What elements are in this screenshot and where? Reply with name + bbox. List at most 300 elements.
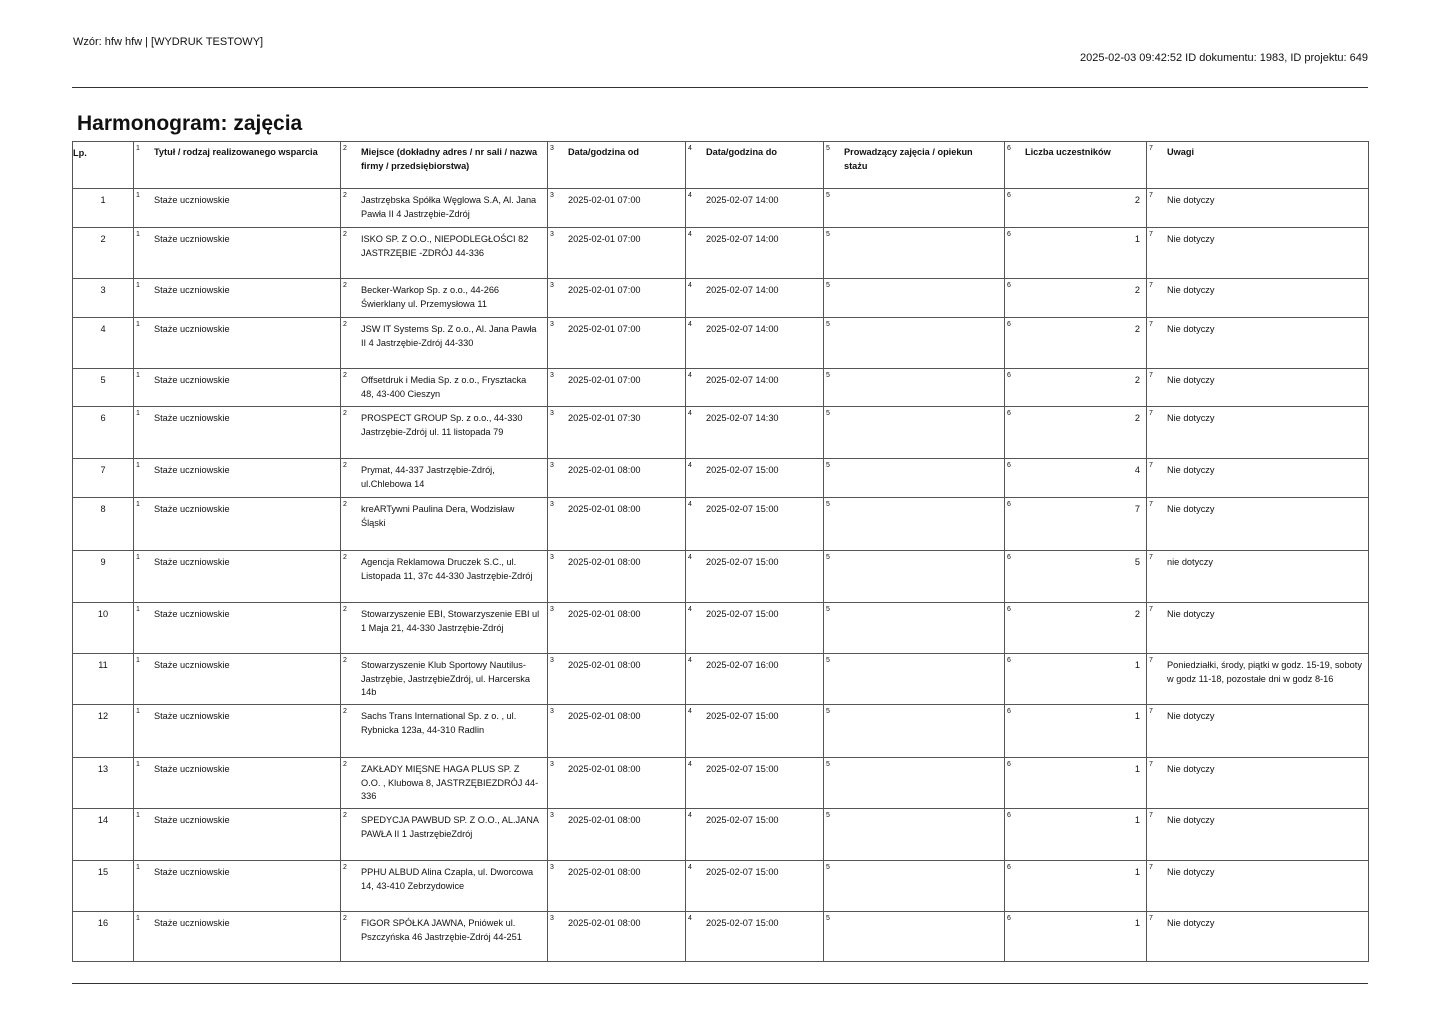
column-number: 7 [1149,915,1153,922]
instructor-cell [824,809,1005,861]
column-number: 4 [688,657,692,664]
column-number: 7 [1149,554,1153,561]
cell-value: 4 [100,324,106,334]
date-to-cell [686,551,824,603]
column-number: 4 [688,864,692,871]
support-type-cell [134,654,341,705]
column-number: 6 [1007,501,1011,508]
column-number: 7 [1149,462,1153,469]
date-to-cell [686,705,824,758]
column-number: 7 [1149,708,1153,715]
instructor-cell [824,705,1005,758]
row-number-cell [73,279,134,318]
cell-value [824,551,1004,556]
column-number: 4 [688,812,692,819]
row-number-cell [73,498,134,551]
column-number: 7 [1149,410,1153,417]
support-type-cell [134,279,341,318]
column-number: 4 [688,231,692,238]
column-number: 1 [136,554,140,561]
row-number-cell [73,318,134,369]
column-number: 4 [688,462,692,469]
column-header [686,142,824,189]
table-row [73,705,1369,758]
cell-value [824,318,1004,323]
date-to-cell [686,318,824,369]
column-number: 7 [1149,372,1153,379]
column-number: 2 [343,282,347,289]
cell-value: Nie dotyczy [1167,195,1215,205]
column-number: 7 [1149,812,1153,819]
instructor-cell [824,498,1005,551]
location-cell [341,912,548,962]
cell-value: Staże uczniowskie [154,660,230,670]
cell-value: 2025-02-07 14:00 [706,234,779,244]
cell-value [824,758,1004,763]
column-number: 3 [550,192,554,199]
participant-count-cell [1005,459,1147,498]
cell-value: Staże uczniowskie [154,195,230,205]
cell-value: 2025-02-07 15:00 [706,918,779,928]
row-number-cell [73,809,134,861]
instructor-cell [824,279,1005,318]
cell-value: Staże uczniowskie [154,711,230,721]
cell-value: 8 [100,504,106,514]
support-type-cell [134,407,341,459]
column-number: 7 [1149,282,1153,289]
cell-value [824,498,1004,503]
cell-value [824,459,1004,464]
column-number: 5 [826,231,830,238]
cell-value: Becker-Warkop Sp. z o.o., 44-266 Świerklany ul. Przemysłowa 11 [361,285,500,309]
participant-count-cell [1005,809,1147,861]
notes-cell [1147,498,1369,551]
location-cell [341,407,548,459]
column-number: 5 [826,812,830,819]
cell-value: 2025-02-01 07:00 [568,285,641,295]
participant-count-cell [1005,228,1147,279]
column-number: 1 [136,372,140,379]
date-from-cell [548,758,686,809]
cell-value: 1 [1134,764,1140,774]
cell-value: 1 [1134,815,1140,825]
date-from-cell [548,912,686,962]
cell-value: 2 [1134,375,1140,385]
row-number-cell [73,459,134,498]
location-cell [341,861,548,912]
cell-value: 3 [100,285,106,295]
instructor-cell [824,551,1005,603]
date-to-cell [686,369,824,407]
date-to-cell [686,758,824,809]
cell-value: 2025-02-07 15:00 [706,609,779,619]
column-number: 7 [1149,501,1153,508]
cell-value: Nie dotyczy [1167,918,1215,928]
column-number: 2 [343,145,347,152]
column-number: 7 [1149,864,1153,871]
column-number: 7 [1149,192,1153,199]
column-number: 2 [343,462,347,469]
column-number: 6 [1007,812,1011,819]
column-number: 6 [1007,192,1011,199]
date-from-cell [548,318,686,369]
cell-value: 2 [1134,609,1140,619]
column-header [73,142,134,189]
instructor-cell [824,603,1005,654]
instructor-cell [824,407,1005,459]
cell-value: PPHU ALBUD Alina Czapla, ul. Dworcowa 14, 43-410 Zebrzydowice [361,867,534,891]
column-number: 5 [826,708,830,715]
cell-value: 2 [1134,324,1140,334]
cell-value [824,603,1004,608]
column-number: 1 [136,282,140,289]
column-number: 2 [343,501,347,508]
cell-value: Offsetdruk i Media Sp. z o.o., Frysztacka 48, 43-400 Cieszyn [361,375,527,399]
column-number: 4 [688,145,692,152]
cell-value: 16 [97,918,109,928]
location-cell [341,758,548,809]
cell-value: 2 [1134,195,1140,205]
cell-value: 13 [97,764,109,774]
row-number-cell [73,912,134,962]
cell-value [824,654,1004,659]
cell-value [824,369,1004,374]
column-number: 3 [550,145,554,152]
cell-value: 2025-02-07 15:00 [706,557,779,567]
row-number-cell [73,603,134,654]
table-row [73,498,1369,551]
cell-value: Staże uczniowskie [154,918,230,928]
cell-value: 2 [1134,285,1140,295]
column-number: 2 [343,231,347,238]
cell-value: 2025-02-07 14:00 [706,285,779,295]
column-number: 5 [826,145,830,152]
participant-count-cell [1005,861,1147,912]
instructor-cell [824,228,1005,279]
instructor-cell [824,912,1005,962]
date-to-cell [686,228,824,279]
column-number: 4 [688,915,692,922]
cell-value [824,861,1004,866]
table-row [73,228,1369,279]
column-number: 1 [136,761,140,768]
top-rule [72,87,1368,88]
cell-value: Staże uczniowskie [154,375,230,385]
notes-cell [1147,228,1369,279]
column-number: 4 [688,761,692,768]
cell-value: 2025-02-01 08:00 [568,609,641,619]
participant-count-cell [1005,654,1147,705]
table-row [73,551,1369,603]
table-row [73,654,1369,705]
location-cell [341,318,548,369]
column-number: 2 [343,761,347,768]
column-label: Data/godzina do [706,147,777,157]
instructor-cell [824,189,1005,228]
cell-value: Nie dotyczy [1167,609,1215,619]
table-header-row [73,142,1369,189]
date-from-cell [548,459,686,498]
column-number: 3 [550,864,554,871]
location-cell [341,705,548,758]
notes-cell [1147,758,1369,809]
column-number: 4 [688,321,692,328]
participant-count-cell [1005,369,1147,407]
date-from-cell [548,279,686,318]
location-cell [341,228,548,279]
column-number: 1 [136,657,140,664]
column-number: 6 [1007,864,1011,871]
notes-cell [1147,603,1369,654]
date-to-cell [686,861,824,912]
location-cell [341,654,548,705]
column-number: 4 [688,410,692,417]
table-row [73,279,1369,318]
column-number: 6 [1007,321,1011,328]
cell-value: 2 [100,234,106,244]
column-number: 5 [826,761,830,768]
column-number: 3 [550,554,554,561]
instructor-cell [824,861,1005,912]
cell-value: ISKO SP. Z O.O., NIEPODLEGŁOŚCI 82 JASTRZĘBIE -ZDRÓJ 44-336 [361,234,529,258]
column-number: 1 [136,501,140,508]
cell-value: Nie dotyczy [1167,764,1215,774]
column-number: 1 [136,864,140,871]
cell-value: 2025-02-07 14:30 [706,413,779,423]
column-number: 4 [688,282,692,289]
column-number: 6 [1007,657,1011,664]
date-from-cell [548,603,686,654]
column-number: 4 [688,554,692,561]
cell-value: 4 [1134,465,1140,475]
participant-count-cell [1005,603,1147,654]
column-number: 4 [688,372,692,379]
cell-value: 2025-02-07 15:00 [706,465,779,475]
cell-value: 10 [97,609,109,619]
column-number: 2 [343,657,347,664]
cell-value: 2025-02-01 08:00 [568,918,641,928]
cell-value: Staże uczniowskie [154,504,230,514]
cell-value: Nie dotyczy [1167,324,1215,334]
column-number: 1 [136,462,140,469]
page-title: Harmonogram: zajęcia [77,112,303,135]
row-number-cell [73,861,134,912]
column-number: 5 [826,321,830,328]
instructor-cell [824,369,1005,407]
column-number: 4 [688,192,692,199]
column-number: 5 [826,657,830,664]
cell-value: Staże uczniowskie [154,324,230,334]
cell-value: Staże uczniowskie [154,609,230,619]
column-number: 6 [1007,606,1011,613]
participant-count-cell [1005,407,1147,459]
column-number: 2 [343,554,347,561]
support-type-cell [134,228,341,279]
date-to-cell [686,407,824,459]
support-type-cell [134,912,341,962]
date-from-cell [548,809,686,861]
participant-count-cell [1005,189,1147,228]
cell-value: Staże uczniowskie [154,867,230,877]
support-type-cell [134,861,341,912]
table-row [73,318,1369,369]
cell-value: Nie dotyczy [1167,413,1215,423]
cell-value: 2025-02-07 14:00 [706,375,779,385]
cell-value: 2025-02-01 08:00 [568,660,641,670]
column-number: 1 [136,812,140,819]
cell-value: 14 [97,815,109,825]
column-number: 5 [826,864,830,871]
table-row [73,407,1369,459]
support-type-cell [134,551,341,603]
column-number: 5 [826,554,830,561]
column-number: 5 [826,606,830,613]
cell-value: Nie dotyczy [1167,867,1215,877]
notes-cell [1147,654,1369,705]
cell-value: 2025-02-01 07:30 [568,413,641,423]
date-to-cell [686,912,824,962]
column-number: 2 [343,372,347,379]
cell-value [824,705,1004,710]
column-number: 6 [1007,708,1011,715]
column-number: 5 [826,282,830,289]
notes-cell [1147,189,1369,228]
date-to-cell [686,279,824,318]
cell-value: Staże uczniowskie [154,234,230,244]
cell-value: 2025-02-01 08:00 [568,557,641,567]
cell-value [824,279,1004,284]
column-number: 4 [688,501,692,508]
cell-value: 2025-02-01 08:00 [568,867,641,877]
support-type-cell [134,705,341,758]
cell-value: SPEDYCJA PAWBUD SP. Z O.O., AL.JANA PAWŁA II 1 JastrzębieZdrój [361,815,539,839]
column-number: 2 [343,410,347,417]
table-row [73,603,1369,654]
date-from-cell [548,861,686,912]
cell-value: 15 [97,867,109,877]
cell-value: Stowarzyszenie EBI, Stowarzyszenie EBI ul 1 Maja 21, 44-330 Jastrzębie-Zdrój [361,609,540,633]
column-number: 4 [688,708,692,715]
cell-value: 2025-02-07 15:00 [706,867,779,877]
column-number: 5 [826,915,830,922]
column-number: 7 [1149,657,1153,664]
cell-value [824,407,1004,412]
date-to-cell [686,603,824,654]
cell-value [824,189,1004,194]
table-row [73,758,1369,809]
cell-value: Staże uczniowskie [154,285,230,295]
cell-value: ZAKŁADY MIĘSNE HAGA PLUS SP. Z O.O. , Klubowa 8, JASTRZĘBIEZDRÓJ 44-336 [361,764,539,801]
cell-value: Nie dotyczy [1167,375,1215,385]
notes-cell [1147,407,1369,459]
column-number: 6 [1007,231,1011,238]
column-number: 3 [550,812,554,819]
column-number: 1 [136,606,140,613]
notes-cell [1147,318,1369,369]
column-number: 6 [1007,372,1011,379]
column-label: Uwagi [1167,147,1195,157]
column-number: 2 [343,321,347,328]
date-to-cell [686,189,824,228]
cell-value [824,912,1004,917]
cell-value: 1 [100,195,106,205]
cell-value: Staże uczniowskie [154,413,230,423]
column-number: 3 [550,410,554,417]
cell-value: 2025-02-07 15:00 [706,764,779,774]
column-number: 1 [136,915,140,922]
notes-cell [1147,809,1369,861]
column-number: 6 [1007,410,1011,417]
column-number: 2 [343,708,347,715]
template-name-header: Wzór: hfw hfw | [WYDRUK TESTOWY] [73,36,264,48]
date-to-cell [686,654,824,705]
cell-value: 12 [97,711,109,721]
support-type-cell [134,189,341,228]
row-number-cell [73,551,134,603]
column-label: Data/godzina od [568,147,639,157]
cell-value: 2025-02-01 08:00 [568,465,641,475]
location-cell [341,603,548,654]
column-number: 3 [550,915,554,922]
column-number: 3 [550,372,554,379]
column-number: 3 [550,462,554,469]
column-number: 3 [550,708,554,715]
column-number: 1 [136,231,140,238]
column-header [824,142,1005,189]
cell-value: 2025-02-01 08:00 [568,764,641,774]
table-row [73,369,1369,407]
cell-value [824,809,1004,814]
notes-cell [1147,369,1369,407]
column-number: 5 [826,462,830,469]
notes-cell [1147,861,1369,912]
row-number-cell [73,705,134,758]
notes-cell [1147,459,1369,498]
column-label: Miejsce (dokładny adres / nr sali / nazwa firmy / przedsiębiorstwa) [361,147,538,171]
column-number: 3 [550,761,554,768]
column-number: 7 [1149,321,1153,328]
table-row [73,459,1369,498]
support-type-cell [134,459,341,498]
cell-value: Prymat, 44-337 Jastrzębie-Zdrój, ul.Chlebowa 14 [361,465,495,489]
cell-value: 1 [1134,711,1140,721]
column-number: 6 [1007,462,1011,469]
notes-cell [1147,705,1369,758]
cell-value: 6 [100,413,106,423]
row-number-cell [73,189,134,228]
date-to-cell [686,459,824,498]
column-header [1005,142,1147,189]
location-cell [341,279,548,318]
column-number: 1 [136,321,140,328]
date-from-cell [548,189,686,228]
cell-value: Nie dotyczy [1167,504,1215,514]
column-number: 7 [1149,761,1153,768]
row-number-cell [73,654,134,705]
participant-count-cell [1005,551,1147,603]
column-number: 1 [136,192,140,199]
date-from-cell [548,498,686,551]
cell-value: 5 [1134,557,1140,567]
cell-value: 2025-02-07 16:00 [706,660,779,670]
cell-value: Agencja Reklamowa Druczek S.C., ul. Listopada 11, 37c 44-330 Jastrzębie-Zdrój [361,557,533,581]
location-cell [341,459,548,498]
cell-value: Nie dotyczy [1167,465,1215,475]
cell-value: 2 [1134,413,1140,423]
column-number: 7 [1149,145,1153,152]
cell-value: 2025-02-07 14:00 [706,324,779,334]
cell-value: Stowarzyszenie Klub Sportowy Nautilus-Jastrzębie, JastrzębieZdrój, ul. Harcerska 14b [361,660,531,697]
